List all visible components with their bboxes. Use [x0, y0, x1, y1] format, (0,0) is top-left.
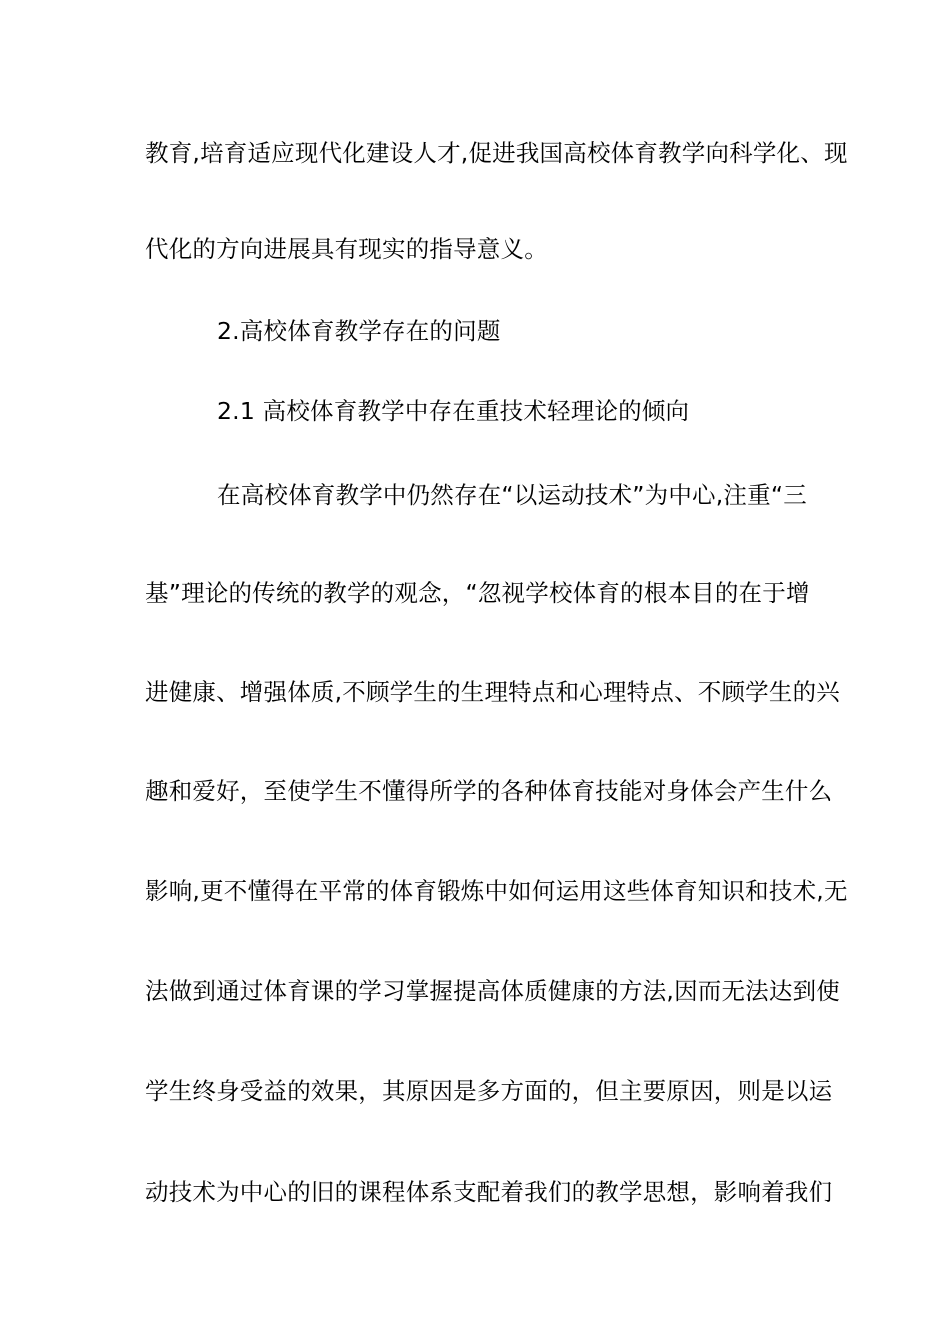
paragraph-line: 在高校体育教学中仍然存在“以运动技术”为中心,注重“三: [217, 481, 807, 509]
paragraph-line: 基”理论的传统的教学的观念，“忽视学校体育的根本目的在于增: [145, 579, 810, 607]
paragraph-line: 进健康、增强体质,不顾学生的生理特点和心理特点、不顾学生的兴: [145, 678, 840, 706]
paragraph-line: 学生终身受益的效果，其原因是多方面的，但主要原因，则是以运: [145, 1077, 833, 1105]
subsection-heading: 2.1 高校体育教学中存在重技术轻理论的倾向: [217, 397, 690, 425]
paragraph-line: 代化的方向进展具有现实的指导意义。: [145, 235, 548, 263]
section-heading: 2.高校体育教学存在的问题: [217, 317, 501, 345]
paragraph-line: 趣和爱好，至使学生不懂得所学的各种体育技能对身体会产生什么: [145, 777, 833, 805]
paragraph-line: 法做到通过体育课的学习掌握提高体质健康的方法,因而无法达到使: [145, 977, 840, 1005]
paragraph-line: 影响,更不懂得在平常的体育锻炼中如何运用这些体育知识和技术,无: [145, 877, 848, 905]
paragraph-line: 教育,培育适应现代化建设人才,促进我国高校体育教学向科学化、现: [145, 139, 848, 167]
paragraph-line: 动技术为中心的旧的课程体系支配着我们的教学思想，影响着我们: [145, 1178, 833, 1206]
